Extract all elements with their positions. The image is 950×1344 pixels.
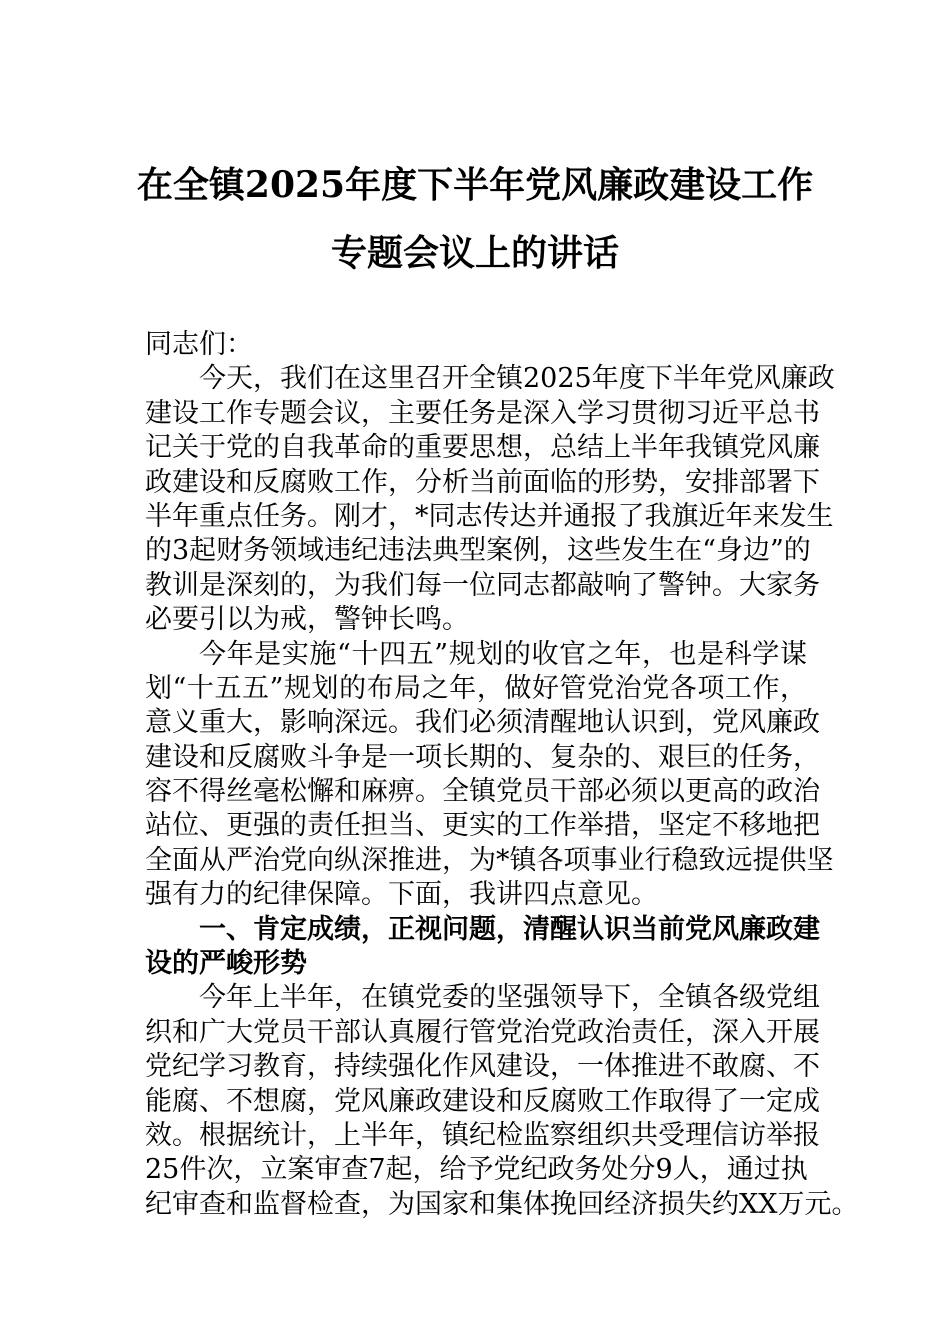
text-line: 站位、更强的责任担当、更实的工作举措，坚定不移地把 (145, 810, 820, 842)
text-line: 划“十五五”规划的布局之年，做好管党治党各项工作， (145, 672, 807, 704)
salutation: 同志们： (145, 329, 253, 360)
text-line: 设的严峻形势 (145, 948, 307, 980)
text-line: 半年重点任务。刚才，*同志传达并通报了我旗近年来发生 (145, 500, 834, 532)
text-line: 今年上半年，在镇党委的坚强领导下，全镇各级党组 (199, 982, 820, 1014)
text-line: 的3起财务领域违纪违法典型案例，这些发生在“身边”的 (145, 535, 811, 567)
text-line: 25件次，立案审查7起，给予党纪政务处分9人，通过执 (145, 1154, 808, 1186)
text-line: 教训是深刻的，为我们每一位同志都敲响了警钟。大家务 (145, 569, 820, 601)
text-line: 必要引以为戒，警钟长鸣。 (145, 604, 469, 636)
text-line: 纪审查和监督检查，为国家和集体挽回经济损失约XX万元。 (145, 1188, 859, 1220)
text-line: 建设工作专题会议，主要任务是深入学习贯彻习近平总书 (145, 397, 820, 429)
text-line: 建设和反腐败斗争是一项长期的、复杂的、艰巨的任务， (145, 741, 820, 773)
text-line: 今天，我们在这里召开全镇2025年度下半年党风廉政 (199, 363, 835, 395)
paragraph (145, 638, 834, 913)
text-line: 强有力的纪律保障。下面，我讲四点意见。 (145, 879, 658, 911)
text-line: 党纪学习教育，持续强化作风建设，一体推进不敢腐、不 (145, 1051, 820, 1083)
paragraph (145, 981, 859, 1222)
text-line: 容不得丝毫松懈和麻痹。全镇党员干部必须以更高的政治 (145, 776, 820, 808)
document-body (145, 328, 859, 1222)
paragraph (145, 362, 835, 637)
text-line: 织和广大党员干部认真履行管党治党政治责任，深入开展 (145, 1016, 820, 1048)
text-line: 全面从严治党向纵深推进，为*镇各项事业行稳致远提供坚 (145, 844, 834, 876)
title-line-2: 专题会议上的讲话 (330, 232, 619, 274)
section-heading (145, 913, 820, 982)
text-line: 能腐、不想腐，党风廉政建设和反腐败工作取得了一定成 (145, 1085, 820, 1117)
title-line-1: 在全镇2025年度下半年党风廉政建设工作 (136, 164, 814, 206)
text-line: 今年是实施“十四五”规划的收官之年，也是科学谋 (199, 638, 807, 670)
text-line: 一、肯定成绩，正视问题，清醒认识当前党风廉政建 (199, 913, 820, 945)
document-title (0, 151, 950, 287)
text-line: 政建设和反腐败工作，分析当前面临的形势，安排部署下 (145, 466, 820, 498)
text-line: 效。根据统计，上半年，镇纪检监察组织共受理信访举报 (145, 1119, 820, 1151)
text-line: 意义重大，影响深远。我们必须清醒地认识到，党风廉政 (145, 707, 820, 739)
text-line: 记关于党的自我革命的重要思想，总结上半年我镇党风廉 (145, 432, 820, 464)
